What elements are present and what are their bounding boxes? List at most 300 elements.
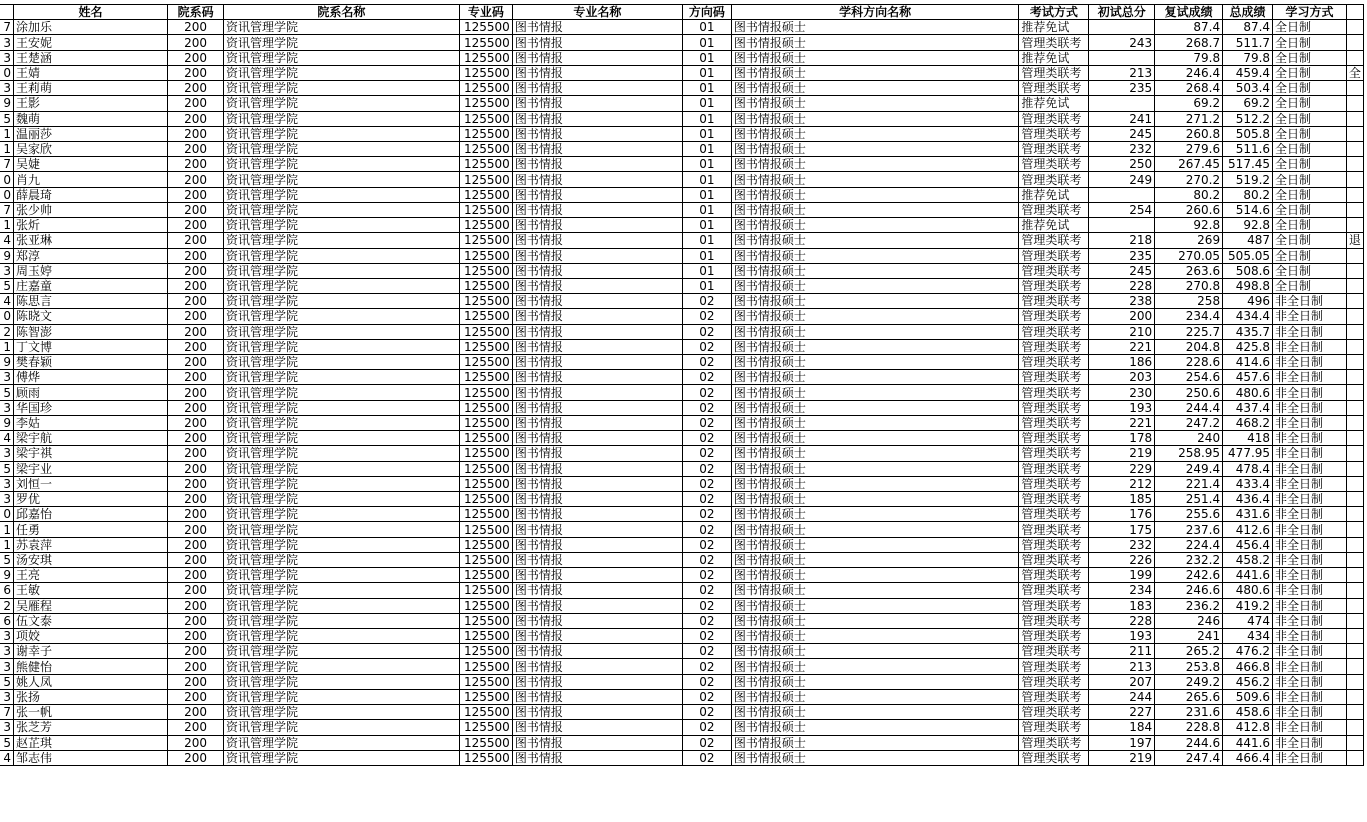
direction-code-cell[interactable]: 02 [682,431,731,446]
study-mode-cell[interactable]: 全日制 [1273,218,1347,233]
name-cell[interactable]: 陈晓文 [13,309,167,324]
major-code-cell[interactable]: 125500 [459,522,512,537]
retest-score-cell[interactable]: 224.4 [1155,537,1223,552]
retest-score-cell[interactable]: 260.6 [1155,202,1223,217]
retest-score-cell[interactable]: 241 [1155,628,1223,643]
dept-name-cell[interactable]: 资讯管理学院 [224,507,460,522]
major-name-cell[interactable]: 图书情报 [512,537,682,552]
extra-cell[interactable] [1346,202,1363,217]
study-mode-cell[interactable]: 非全日制 [1273,674,1347,689]
initial-score-cell[interactable]: 219 [1089,750,1155,765]
direction-name-cell[interactable]: 图书情报硕士 [731,598,1018,613]
extra-cell[interactable] [1346,126,1363,141]
dept-name-cell[interactable]: 资讯管理学院 [224,659,460,674]
direction-code-cell[interactable]: 01 [682,187,731,202]
initial-score-cell[interactable]: 229 [1089,461,1155,476]
dept-name-cell[interactable]: 资讯管理学院 [224,431,460,446]
dept-code-cell[interactable]: 200 [168,674,224,689]
retest-score-cell[interactable]: 251.4 [1155,492,1223,507]
row-index-cell[interactable]: 9 [0,355,13,370]
direction-code-cell[interactable]: 02 [682,355,731,370]
major-code-cell[interactable]: 125500 [459,248,512,263]
total-score-cell[interactable]: 508.6 [1223,263,1273,278]
total-score-cell[interactable]: 441.6 [1223,735,1273,750]
dept-code-cell[interactable]: 200 [168,522,224,537]
extra-cell[interactable]: 全 [1346,65,1363,80]
dept-code-cell[interactable]: 200 [168,431,224,446]
direction-code-cell[interactable]: 02 [682,628,731,643]
direction-name-cell[interactable]: 图书情报硕士 [731,750,1018,765]
major-code-cell[interactable]: 125500 [459,583,512,598]
extra-cell[interactable] [1346,415,1363,430]
dept-name-cell[interactable]: 资讯管理学院 [224,172,460,187]
major-code-cell[interactable]: 125500 [459,172,512,187]
name-cell[interactable]: 任勇 [13,522,167,537]
retest-score-cell[interactable]: 204.8 [1155,339,1223,354]
table-row[interactable] [0,659,1364,674]
study-mode-cell[interactable]: 非全日制 [1273,415,1347,430]
major-code-cell[interactable]: 125500 [459,294,512,309]
retest-score-cell[interactable]: 250.6 [1155,385,1223,400]
direction-name-cell[interactable]: 图书情报硕士 [731,157,1018,172]
major-name-cell[interactable]: 图书情报 [512,157,682,172]
dept-code-cell[interactable]: 200 [168,126,224,141]
retest-score-cell[interactable]: 242.6 [1155,568,1223,583]
extra-cell[interactable] [1346,568,1363,583]
direction-name-cell[interactable]: 图书情报硕士 [731,720,1018,735]
direction-name-cell[interactable]: 图书情报硕士 [731,20,1018,35]
dept-name-cell[interactable]: 资讯管理学院 [224,187,460,202]
table-row[interactable] [0,507,1364,522]
direction-code-cell[interactable]: 01 [682,35,731,50]
row-index-cell[interactable]: 1 [0,339,13,354]
major-name-cell[interactable]: 图书情报 [512,370,682,385]
retest-score-cell[interactable]: 225.7 [1155,324,1223,339]
major-name-cell[interactable]: 图书情报 [512,461,682,476]
extra-cell[interactable] [1346,20,1363,35]
name-cell[interactable]: 庄嘉童 [13,278,167,293]
row-index-cell[interactable]: 1 [0,218,13,233]
retest-score-cell[interactable]: 87.4 [1155,20,1223,35]
header-study-mode[interactable]: 学习方式 [1273,5,1347,20]
major-name-cell[interactable]: 图书情报 [512,20,682,35]
study-mode-cell[interactable]: 非全日制 [1273,750,1347,765]
direction-code-cell[interactable]: 01 [682,81,731,96]
exam-type-cell[interactable]: 管理类联考 [1019,35,1089,50]
direction-name-cell[interactable]: 图书情报硕士 [731,385,1018,400]
major-code-cell[interactable]: 125500 [459,446,512,461]
dept-name-cell[interactable]: 资讯管理学院 [224,370,460,385]
initial-score-cell[interactable]: 232 [1089,537,1155,552]
major-code-cell[interactable]: 125500 [459,598,512,613]
dept-code-cell[interactable]: 200 [168,35,224,50]
row-index-cell[interactable]: 3 [0,446,13,461]
extra-cell[interactable] [1346,431,1363,446]
exam-type-cell[interactable]: 管理类联考 [1019,720,1089,735]
extra-cell[interactable] [1346,583,1363,598]
major-name-cell[interactable]: 图书情报 [512,415,682,430]
initial-score-cell[interactable]: 245 [1089,263,1155,278]
initial-score-cell[interactable]: 227 [1089,705,1155,720]
direction-name-cell[interactable]: 图书情报硕士 [731,568,1018,583]
row-index-cell[interactable]: 4 [0,294,13,309]
total-score-cell[interactable]: 456.2 [1223,674,1273,689]
major-code-cell[interactable]: 125500 [459,507,512,522]
total-score-cell[interactable]: 418 [1223,431,1273,446]
row-index-cell[interactable]: 5 [0,278,13,293]
retest-score-cell[interactable]: 269 [1155,233,1223,248]
study-mode-cell[interactable]: 全日制 [1273,202,1347,217]
total-score-cell[interactable]: 496 [1223,294,1273,309]
dept-name-cell[interactable]: 资讯管理学院 [224,674,460,689]
name-cell[interactable]: 姚人凤 [13,674,167,689]
dept-code-cell[interactable]: 200 [168,385,224,400]
major-code-cell[interactable]: 125500 [459,96,512,111]
direction-code-cell[interactable]: 01 [682,111,731,126]
extra-cell[interactable] [1346,339,1363,354]
direction-name-cell[interactable]: 图书情报硕士 [731,507,1018,522]
major-name-cell[interactable]: 图书情报 [512,324,682,339]
major-name-cell[interactable]: 图书情报 [512,35,682,50]
exam-type-cell[interactable]: 管理类联考 [1019,309,1089,324]
direction-name-cell[interactable]: 图书情报硕士 [731,218,1018,233]
dept-code-cell[interactable]: 200 [168,355,224,370]
dept-code-cell[interactable]: 200 [168,339,224,354]
major-code-cell[interactable]: 125500 [459,355,512,370]
initial-score-cell[interactable]: 207 [1089,674,1155,689]
dept-name-cell[interactable]: 资讯管理学院 [224,65,460,80]
table-row[interactable] [0,720,1364,735]
major-code-cell[interactable]: 125500 [459,735,512,750]
table-row[interactable] [0,126,1364,141]
dept-code-cell[interactable]: 200 [168,750,224,765]
name-cell[interactable]: 傅烨 [13,370,167,385]
exam-type-cell[interactable]: 管理类联考 [1019,248,1089,263]
exam-type-cell[interactable]: 管理类联考 [1019,644,1089,659]
direction-code-cell[interactable]: 02 [682,309,731,324]
initial-score-cell[interactable]: 219 [1089,446,1155,461]
header-dept-name[interactable]: 院系名称 [224,5,460,20]
table-row[interactable] [0,400,1364,415]
name-cell[interactable]: 项姣 [13,628,167,643]
direction-code-cell[interactable]: 02 [682,720,731,735]
dept-name-cell[interactable]: 资讯管理学院 [224,294,460,309]
exam-type-cell[interactable]: 管理类联考 [1019,385,1089,400]
exam-type-cell[interactable]: 管理类联考 [1019,126,1089,141]
extra-cell[interactable] [1346,309,1363,324]
row-index-cell[interactable]: 3 [0,476,13,491]
name-cell[interactable]: 张炘 [13,218,167,233]
study-mode-cell[interactable]: 非全日制 [1273,324,1347,339]
extra-cell[interactable]: 退 [1346,233,1363,248]
study-mode-cell[interactable]: 全日制 [1273,126,1347,141]
initial-score-cell[interactable] [1089,20,1155,35]
dept-code-cell[interactable]: 200 [168,446,224,461]
dept-name-cell[interactable]: 资讯管理学院 [224,492,460,507]
dept-name-cell[interactable]: 资讯管理学院 [224,705,460,720]
major-name-cell[interactable]: 图书情报 [512,431,682,446]
row-index-cell[interactable]: 9 [0,415,13,430]
total-score-cell[interactable]: 498.8 [1223,278,1273,293]
extra-cell[interactable] [1346,644,1363,659]
direction-code-cell[interactable]: 01 [682,20,731,35]
extra-cell[interactable] [1346,370,1363,385]
row-index-cell[interactable]: 5 [0,111,13,126]
major-name-cell[interactable]: 图书情报 [512,263,682,278]
total-score-cell[interactable]: 434.4 [1223,309,1273,324]
retest-score-cell[interactable]: 247.2 [1155,415,1223,430]
major-name-cell[interactable]: 图书情报 [512,598,682,613]
retest-score-cell[interactable]: 246 [1155,613,1223,628]
total-score-cell[interactable]: 480.6 [1223,583,1273,598]
dept-code-cell[interactable]: 200 [168,613,224,628]
initial-score-cell[interactable]: 245 [1089,126,1155,141]
major-name-cell[interactable]: 图书情报 [512,446,682,461]
total-score-cell[interactable]: 478.4 [1223,461,1273,476]
dept-code-cell[interactable]: 200 [168,705,224,720]
row-index-cell[interactable]: 3 [0,689,13,704]
table-row[interactable] [0,568,1364,583]
retest-score-cell[interactable]: 279.6 [1155,141,1223,156]
dept-name-cell[interactable]: 资讯管理学院 [224,339,460,354]
total-score-cell[interactable]: 457.6 [1223,370,1273,385]
table-row[interactable] [0,628,1364,643]
study-mode-cell[interactable]: 非全日制 [1273,735,1347,750]
exam-type-cell[interactable]: 管理类联考 [1019,598,1089,613]
retest-score-cell[interactable]: 244.6 [1155,735,1223,750]
direction-code-cell[interactable]: 01 [682,263,731,278]
total-score-cell[interactable]: 511.7 [1223,35,1273,50]
retest-score-cell[interactable]: 237.6 [1155,522,1223,537]
initial-score-cell[interactable]: 221 [1089,339,1155,354]
total-score-cell[interactable]: 466.4 [1223,750,1273,765]
major-name-cell[interactable]: 图书情报 [512,750,682,765]
dept-code-cell[interactable]: 200 [168,537,224,552]
dept-name-cell[interactable]: 资讯管理学院 [224,233,460,248]
row-index-cell[interactable]: 5 [0,461,13,476]
total-score-cell[interactable]: 80.2 [1223,187,1273,202]
direction-name-cell[interactable]: 图书情报硕士 [731,202,1018,217]
extra-cell[interactable] [1346,613,1363,628]
major-code-cell[interactable]: 125500 [459,65,512,80]
retest-score-cell[interactable]: 249.4 [1155,461,1223,476]
name-cell[interactable]: 吴雁程 [13,598,167,613]
header-major-code[interactable]: 专业码 [459,5,512,20]
dept-code-cell[interactable]: 200 [168,157,224,172]
name-cell[interactable]: 周玉婷 [13,263,167,278]
direction-name-cell[interactable]: 图书情报硕士 [731,126,1018,141]
extra-cell[interactable] [1346,172,1363,187]
major-name-cell[interactable]: 图书情报 [512,81,682,96]
dept-code-cell[interactable]: 200 [168,309,224,324]
row-index-cell[interactable]: 4 [0,750,13,765]
total-score-cell[interactable]: 431.6 [1223,507,1273,522]
initial-score-cell[interactable]: 221 [1089,415,1155,430]
direction-name-cell[interactable]: 图书情报硕士 [731,172,1018,187]
dept-code-cell[interactable]: 200 [168,111,224,126]
retest-score-cell[interactable]: 258.95 [1155,446,1223,461]
extra-cell[interactable] [1346,50,1363,65]
major-code-cell[interactable]: 125500 [459,385,512,400]
table-row[interactable] [0,324,1364,339]
major-code-cell[interactable]: 125500 [459,431,512,446]
name-cell[interactable]: 熊健怡 [13,659,167,674]
table-row[interactable] [0,355,1364,370]
direction-code-cell[interactable]: 02 [682,674,731,689]
extra-cell[interactable] [1346,750,1363,765]
direction-code-cell[interactable]: 02 [682,339,731,354]
dept-name-cell[interactable]: 资讯管理学院 [224,81,460,96]
extra-cell[interactable] [1346,385,1363,400]
dept-code-cell[interactable]: 200 [168,141,224,156]
major-name-cell[interactable]: 图书情报 [512,248,682,263]
direction-code-cell[interactable]: 01 [682,278,731,293]
name-cell[interactable]: 张亚琳 [13,233,167,248]
direction-name-cell[interactable]: 图书情报硕士 [731,96,1018,111]
dept-name-cell[interactable]: 资讯管理学院 [224,96,460,111]
study-mode-cell[interactable]: 全日制 [1273,172,1347,187]
dept-code-cell[interactable]: 200 [168,172,224,187]
major-code-cell[interactable]: 125500 [459,218,512,233]
direction-code-cell[interactable]: 02 [682,476,731,491]
header-name[interactable]: 姓名 [13,5,167,20]
major-code-cell[interactable]: 125500 [459,111,512,126]
extra-cell[interactable] [1346,248,1363,263]
initial-score-cell[interactable]: 193 [1089,628,1155,643]
extra-cell[interactable] [1346,355,1363,370]
retest-score-cell[interactable]: 228.8 [1155,720,1223,735]
dept-name-cell[interactable]: 资讯管理学院 [224,263,460,278]
retest-score-cell[interactable]: 265.6 [1155,689,1223,704]
extra-cell[interactable] [1346,157,1363,172]
major-code-cell[interactable]: 125500 [459,157,512,172]
name-cell[interactable]: 李姑 [13,415,167,430]
direction-code-cell[interactable]: 02 [682,705,731,720]
table-row[interactable] [0,339,1364,354]
direction-code-cell[interactable]: 01 [682,126,731,141]
initial-score-cell[interactable]: 199 [1089,568,1155,583]
major-name-cell[interactable]: 图书情报 [512,720,682,735]
major-code-cell[interactable]: 125500 [459,492,512,507]
retest-score-cell[interactable]: 246.6 [1155,583,1223,598]
name-cell[interactable]: 梁宇业 [13,461,167,476]
major-name-cell[interactable]: 图书情报 [512,583,682,598]
direction-name-cell[interactable]: 图书情报硕士 [731,370,1018,385]
row-index-cell[interactable]: 3 [0,659,13,674]
table-row[interactable] [0,370,1364,385]
name-cell[interactable]: 王莉萌 [13,81,167,96]
direction-code-cell[interactable]: 01 [682,233,731,248]
dept-code-cell[interactable]: 200 [168,263,224,278]
exam-type-cell[interactable]: 管理类联考 [1019,355,1089,370]
row-index-cell[interactable]: 1 [0,141,13,156]
table-row[interactable] [0,613,1364,628]
major-code-cell[interactable]: 125500 [459,20,512,35]
major-code-cell[interactable]: 125500 [459,187,512,202]
exam-type-cell[interactable]: 管理类联考 [1019,415,1089,430]
major-name-cell[interactable]: 图书情报 [512,172,682,187]
direction-name-cell[interactable]: 图书情报硕士 [731,415,1018,430]
row-index-cell[interactable]: 7 [0,157,13,172]
retest-score-cell[interactable]: 80.2 [1155,187,1223,202]
direction-name-cell[interactable]: 图书情报硕士 [731,476,1018,491]
total-score-cell[interactable]: 487 [1223,233,1273,248]
direction-code-cell[interactable]: 01 [682,218,731,233]
extra-cell[interactable] [1346,598,1363,613]
initial-score-cell[interactable]: 250 [1089,157,1155,172]
major-code-cell[interactable]: 125500 [459,50,512,65]
study-mode-cell[interactable]: 全日制 [1273,81,1347,96]
initial-score-cell[interactable]: 238 [1089,294,1155,309]
table-row[interactable] [0,96,1364,111]
table-row[interactable] [0,461,1364,476]
direction-code-cell[interactable]: 02 [682,568,731,583]
major-code-cell[interactable]: 125500 [459,537,512,552]
exam-type-cell[interactable]: 管理类联考 [1019,674,1089,689]
row-index-cell[interactable]: 3 [0,50,13,65]
initial-score-cell[interactable]: 178 [1089,431,1155,446]
direction-code-cell[interactable]: 02 [682,461,731,476]
dept-name-cell[interactable]: 资讯管理学院 [224,628,460,643]
retest-score-cell[interactable]: 270.8 [1155,278,1223,293]
total-score-cell[interactable]: 434 [1223,628,1273,643]
row-index-cell[interactable]: 6 [0,583,13,598]
initial-score-cell[interactable]: 226 [1089,552,1155,567]
name-cell[interactable]: 谢幸子 [13,644,167,659]
extra-cell[interactable] [1346,324,1363,339]
direction-code-cell[interactable]: 02 [682,492,731,507]
row-index-cell[interactable]: 9 [0,568,13,583]
exam-type-cell[interactable]: 管理类联考 [1019,537,1089,552]
direction-code-cell[interactable]: 01 [682,202,731,217]
major-name-cell[interactable]: 图书情报 [512,659,682,674]
row-index-cell[interactable]: 2 [0,324,13,339]
major-name-cell[interactable]: 图书情报 [512,400,682,415]
direction-name-cell[interactable]: 图书情报硕士 [731,248,1018,263]
major-code-cell[interactable]: 125500 [459,309,512,324]
initial-score-cell[interactable]: 232 [1089,141,1155,156]
row-index-cell[interactable]: 3 [0,81,13,96]
dept-code-cell[interactable]: 200 [168,218,224,233]
initial-score-cell[interactable]: 228 [1089,278,1155,293]
direction-code-cell[interactable]: 02 [682,370,731,385]
direction-name-cell[interactable]: 图书情报硕士 [731,35,1018,50]
dept-code-cell[interactable]: 200 [168,583,224,598]
dept-code-cell[interactable]: 200 [168,202,224,217]
study-mode-cell[interactable]: 全日制 [1273,278,1347,293]
dept-code-cell[interactable]: 200 [168,233,224,248]
direction-code-cell[interactable]: 02 [682,613,731,628]
dept-code-cell[interactable]: 200 [168,492,224,507]
direction-code-cell[interactable]: 01 [682,50,731,65]
table-row[interactable] [0,537,1364,552]
header-extra[interactable] [1346,5,1363,20]
major-name-cell[interactable]: 图书情报 [512,111,682,126]
dept-code-cell[interactable]: 200 [168,552,224,567]
dept-name-cell[interactable]: 资讯管理学院 [224,355,460,370]
dept-code-cell[interactable]: 200 [168,400,224,415]
study-mode-cell[interactable]: 非全日制 [1273,705,1347,720]
dept-name-cell[interactable]: 资讯管理学院 [224,476,460,491]
header-total-score[interactable]: 总成绩 [1223,5,1273,20]
exam-type-cell[interactable]: 管理类联考 [1019,81,1089,96]
direction-code-cell[interactable]: 02 [682,583,731,598]
direction-name-cell[interactable]: 图书情报硕士 [731,141,1018,156]
name-cell[interactable]: 罗优 [13,492,167,507]
major-code-cell[interactable]: 125500 [459,613,512,628]
dept-code-cell[interactable]: 200 [168,720,224,735]
name-cell[interactable]: 伍文泰 [13,613,167,628]
